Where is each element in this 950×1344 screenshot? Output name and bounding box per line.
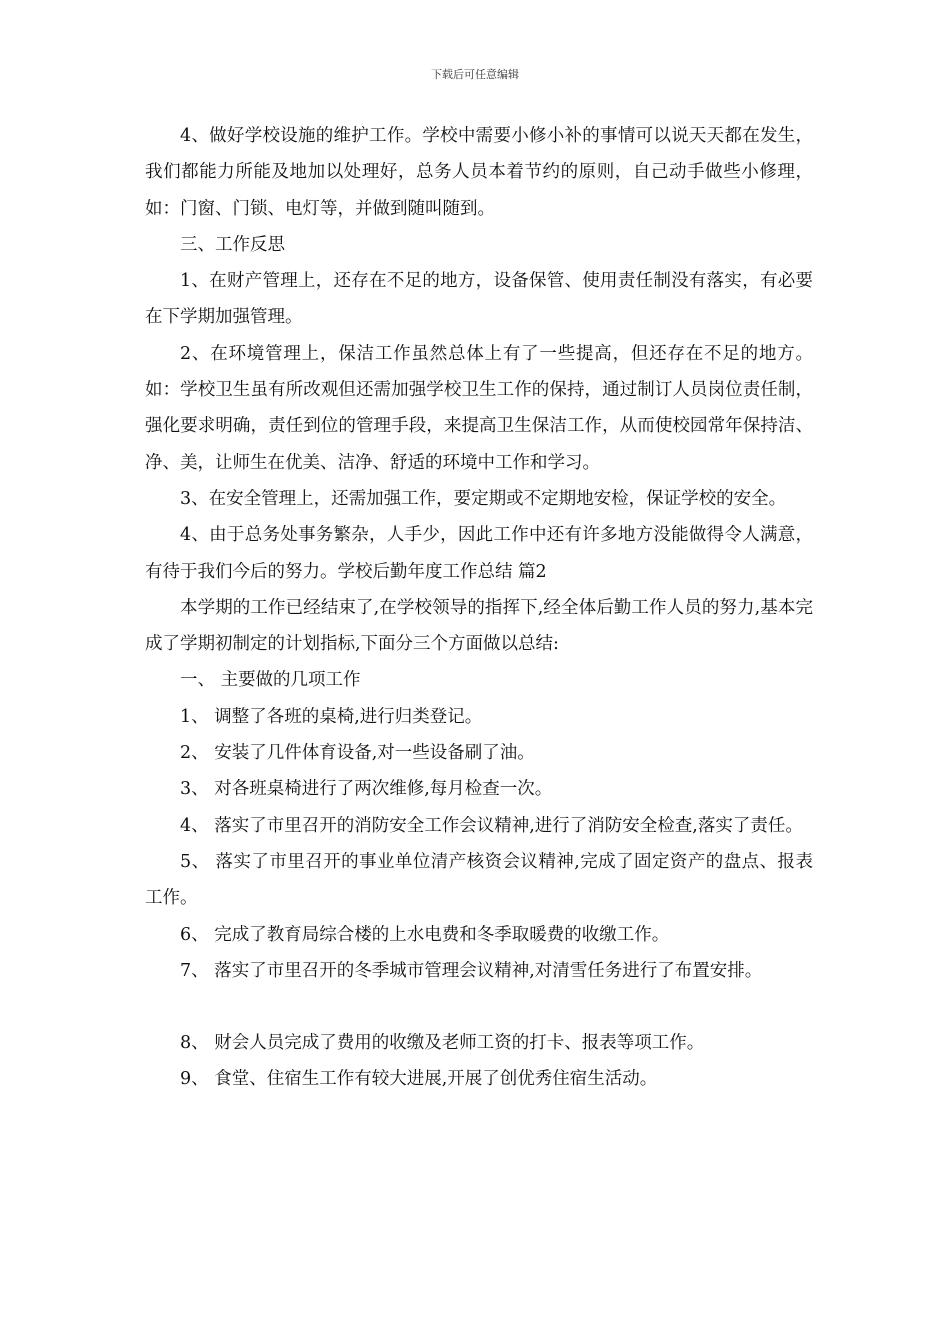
blank-line — [145, 989, 813, 1025]
list-item: 3、 对各班桌椅进行了两次维修,每月检查一次。 — [180, 779, 553, 800]
section-heading: 三、工作反思 — [180, 234, 285, 255]
paragraph: 4、做好学校设施的维护工作。学校中需要小修小补的事情可以说天天都在发生，我们都能力所能及地加以处理好，总务人员本着节约的原则，自己动手做些小修理，如：门窗、门锁、电灯等，并做到随叫随到。 — [145, 126, 813, 219]
document-body — [145, 118, 813, 1098]
section-heading: 一、 主要做的几项工作 — [180, 670, 361, 691]
list-item: 7、 落实了市里召开的冬季城市管理会议精神,对清雪任务进行了布置安排。 — [180, 960, 763, 981]
list-item: 4、 落实了市里召开的消防安全工作会议精神,进行了消防安全检查,落实了责任。 — [180, 815, 803, 836]
paragraph: 2、在环境管理上，保洁工作虽然总体上有了一些提高，但还存在不足的地方。如：学校卫生虽有所改观但还需加强学校卫生工作的保持，通过制订人员岗位责任制，强化要求明确，责任到位的管理手段，来提高卫生保洁工作，从而使校园常年保持洁、净、美，让师生在优美、洁净、舒适的环境中工作和学习。 — [145, 343, 813, 473]
paragraph: 4、由于总务处事务繁杂，人手少，因此工作中还有许多地方没能做得令人满意，有待于我们今后的努力。学校后勤年度工作总结 篇2 — [145, 525, 813, 582]
list-item: 8、 财会人员完成了费用的收缴及老师工资的打卡、报表等项工作。 — [180, 1033, 705, 1054]
list-item: 1、 调整了各班的桌椅,进行归类登记。 — [180, 706, 483, 727]
page-header: 下载后可任意编辑 — [431, 68, 519, 81]
paragraph: 本学期的工作已经结束了,在学校领导的指挥下,经全体后勤工作人员的努力,基本完成了学期初制定的计划指标,下面分三个方面做以总结: — [145, 597, 813, 655]
list-item: 2、 安装了几件体育设备,对一些设备刷了油。 — [180, 743, 535, 764]
list-item: 9、 食堂、住宿生工作有较大进展,开展了创优秀住宿生活动。 — [180, 1069, 658, 1090]
paragraph: 3、在安全管理上，还需加强工作，要定期或不定期地安检，保证学校的安全。 — [180, 488, 787, 509]
paragraph: 1、在财产管理上，还存在不足的地方，设备保管、使用责任制没有落实，有必要在下学期加强管理。 — [145, 271, 813, 328]
list-item: 5、 落实了市里召开的事业单位清产核资会议精神,完成了固定资产的盘点、报表工作。 — [145, 851, 813, 909]
list-item: 6、 完成了教育局综合楼的上水电费和冬季取暖费的收缴工作。 — [180, 924, 670, 945]
